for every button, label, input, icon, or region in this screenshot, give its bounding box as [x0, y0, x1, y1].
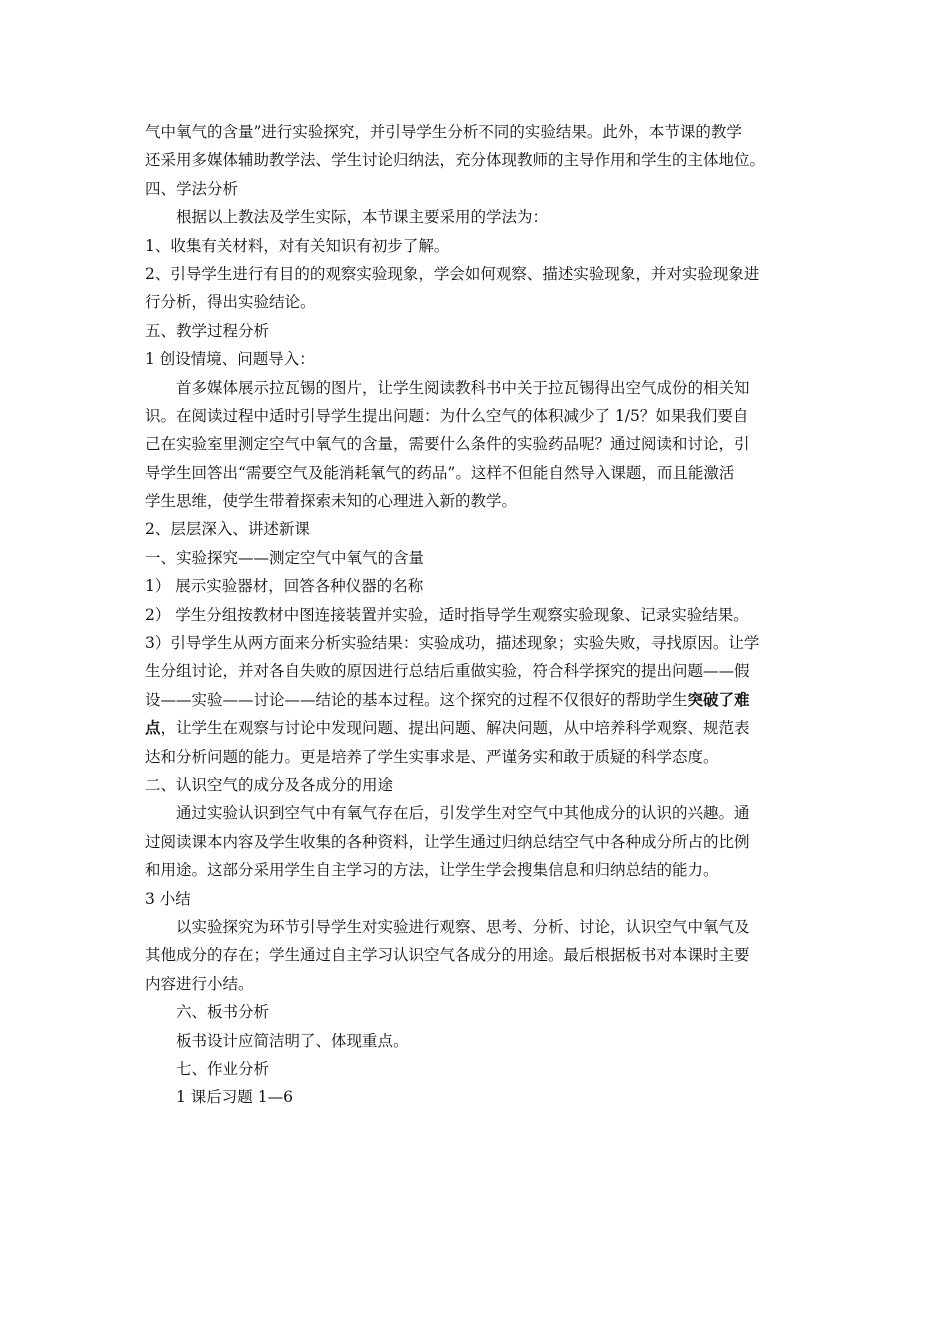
- text-line: 还采用多媒体辅助教学法、学生讨论归纳法，充分体现教师的主导作用和学生的主体地位。: [145, 151, 766, 170]
- text-line: 首多媒体展示拉瓦锡的图片，让学生阅读教科书中关于拉瓦锡得出空气成份的相关知: [176, 378, 750, 397]
- text-line: 以实验探究为环节引导学生对实验进行观察、思考、分析、讨论，认识空气中氧气及: [176, 917, 750, 936]
- bold-emphasis: 点: [145, 718, 161, 738]
- text-line: 达和分析问题的能力。更是培养了学生实事求是、严谨务实和敢于质疑的科学态度。: [145, 747, 719, 766]
- subsection-heading: 1 创设情境、问题导入：: [145, 350, 315, 369]
- section-heading: 五、教学过程分析: [145, 321, 270, 340]
- subsection-heading: 2、层层深入、讲述新课: [145, 520, 310, 539]
- text-segment: 设——实验——讨论——结论的基本过程。这个探究的过程不仅很好的帮助学生: [145, 690, 688, 709]
- text-line: 过阅读课本内容及学生收集的各种资料，让学生通过归纳总结空气中各种成分所占的比例: [145, 832, 750, 851]
- text-line: [145, 714, 813, 742]
- list-item: 2、引导学生进行有目的的观察实验现象，学会如何观察、描述实验现象，并对实验现象进: [145, 264, 760, 283]
- text-line: 1 课后习题 1—6: [176, 1088, 293, 1107]
- text-line: 学生思维，使学生带着探索未知的心理进入新的教学。: [145, 492, 518, 511]
- text-line: 和用途。这部分采用学生自主学习的方法，让学生学会搜集信息和归纳总结的能力。: [145, 861, 719, 880]
- subsection-heading: 3 小结: [145, 889, 191, 908]
- text-line: 内容进行小结。: [145, 974, 254, 993]
- list-item: 1、收集有关材料，对有关知识有初步了解。: [145, 236, 450, 255]
- document-page: [145, 118, 813, 1112]
- list-item: 1） 展示实验器材，回答各种仪器的名称: [145, 577, 424, 596]
- text-line: 通过实验认识到空气中有氧气存在后，引发学生对空气中其他成分的认识的兴趣。通: [176, 804, 750, 823]
- section-heading: 六、板书分析: [176, 1003, 270, 1022]
- section-heading: 四、学法分析: [145, 179, 239, 198]
- list-item: 3）引导学生从两方面来分析实验结果：实验成功，描述现象；实验失败，寻找原因。让学: [145, 634, 760, 653]
- text-segment: ，让学生在观察与讨论中发现问题、提出问题、解决问题，从中培养科学观察、规范表: [160, 719, 750, 738]
- text-line: [145, 686, 813, 714]
- subsection-heading: 一、实验探究——测定空气中氧气的含量: [145, 548, 425, 567]
- subsection-heading: 二、认识空气的成分及各成分的用途: [145, 775, 394, 794]
- text-line: 其他成分的存在；学生通过自主学习认识空气各成分的用途。最后根据板书对本课时主要: [145, 946, 750, 965]
- section-heading: 七、作业分析: [176, 1059, 270, 1078]
- text-line: 生分组讨论，并对各自失败的原因进行总结后重做实验，符合科学探究的提出问题——假: [145, 662, 750, 681]
- text-line: 板书设计应简洁明了、体现重点。: [176, 1031, 409, 1050]
- text-line: 己在实验室里测定空气中氧气的含量，需要什么条件的实验药品呢？通过阅读和讨论，引: [145, 435, 750, 454]
- text-line: 行分析，得出实验结论。: [145, 293, 316, 312]
- text-line: 识。在阅读过程中适时引导学生提出问题：为什么空气的体积减少了 1/5？如果我们要自: [145, 406, 749, 425]
- text-line: 气中氧气的含量”进行实验探究，并引导学生分析不同的实验结果。此外，本节课的教学: [145, 123, 742, 141]
- text-line: 根据以上教法及学生实际，本节课主要采用的学法为：: [176, 208, 549, 227]
- bold-emphasis: 突破了难: [687, 689, 750, 709]
- list-item: 2） 学生分组按教材中图连接装置并实验，适时指导学生观察实验现象、记录实验结果。: [145, 605, 749, 624]
- text-line: 导学生回答出“需要空气及能消耗氧气的药品”。这样不但能自然导入课题，而且能激活: [145, 463, 735, 482]
